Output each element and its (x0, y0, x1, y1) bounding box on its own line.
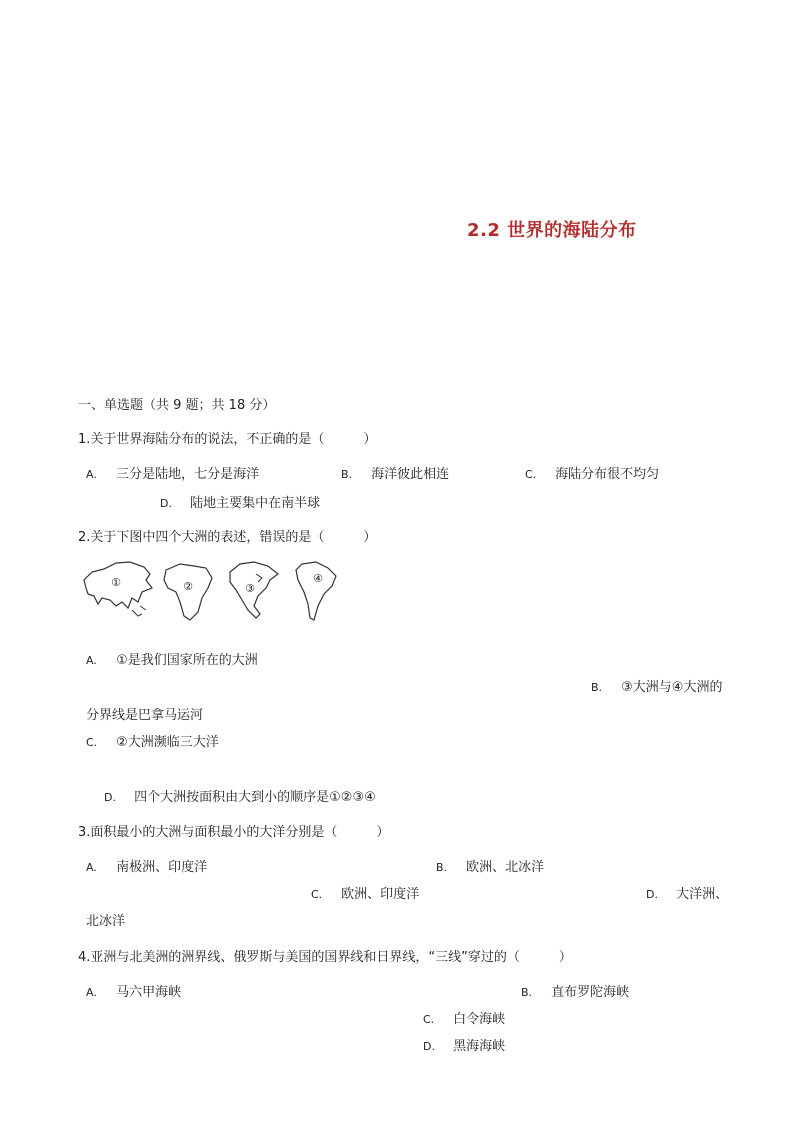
option-letter: C. (525, 468, 537, 481)
option-text: 海洋彼此相连 (371, 467, 450, 482)
map-label-2: ② (183, 580, 193, 593)
option-text: 陆地主要集中在南半球 (190, 496, 321, 511)
option-text: 黑海海峡 (453, 1039, 506, 1054)
section-heading: 一、单选题（共 9 题；共 18 分） (78, 398, 276, 413)
option-letter: A. (86, 654, 97, 667)
option-letter: D. (646, 888, 658, 901)
option-text: 欧洲、印度洋 (341, 887, 420, 902)
south-america-outline-map (296, 562, 336, 620)
option-letter: B. (341, 468, 353, 481)
q2-option-a[interactable] (86, 649, 258, 668)
asia-outline-map (84, 562, 152, 616)
q4-option-d[interactable] (423, 1035, 505, 1054)
q1-option-d[interactable] (160, 492, 320, 511)
map-label-4: ④ (313, 572, 323, 585)
q2-option-b-continued: 分界线是巴拿马运河 (86, 708, 204, 723)
option-letter: A. (86, 861, 97, 874)
q1-option-b[interactable] (341, 463, 449, 482)
option-text: 白令海峡 (453, 1012, 506, 1027)
option-letter: B. (521, 986, 533, 999)
option-text: ①是我们国家所在的大洲 (116, 653, 258, 668)
q2-option-d[interactable] (104, 786, 376, 805)
q4-option-c[interactable] (423, 1008, 505, 1027)
q2-option-c[interactable] (86, 731, 219, 750)
question-4-stem: 4.亚洲与北美洲的洲界线、俄罗斯与美国的国界线和日界线，“三线”穿过的（ ） (78, 950, 572, 965)
option-text: 欧洲、北冰洋 (466, 860, 545, 875)
option-letter: B. (436, 861, 448, 874)
question-1-stem: 1.关于世界海陆分布的说法，不正确的是（ ） (78, 432, 377, 447)
q1-option-a[interactable] (86, 463, 259, 482)
map-label-1: ① (111, 576, 121, 589)
option-text: 四个大洲按面积由大到小的顺序是①②③④ (134, 790, 376, 805)
q4-option-a[interactable] (86, 981, 181, 1000)
option-letter: C. (86, 736, 98, 749)
north-america-outline-map (230, 562, 278, 618)
q3-option-a[interactable] (86, 856, 207, 875)
option-text: 南极洲、印度洋 (116, 860, 208, 875)
page-title: 2.2 世界的海陆分布 (467, 220, 637, 241)
q3-option-c[interactable] (311, 883, 419, 902)
option-text: 大洋洲、 (676, 887, 729, 902)
option-letter: D. (423, 1040, 435, 1053)
option-text: 直布罗陀海峡 (551, 985, 630, 1000)
option-text: ②大洲濒临三大洋 (116, 735, 219, 750)
option-letter: C. (423, 1013, 435, 1026)
question-2-stem: 2.关于下图中四个大洲的表述，错误的是（ ） (78, 530, 377, 545)
question-3-stem: 3.面积最小的大洲与面积最小的大洋分别是（ ） (78, 825, 390, 840)
africa-outline-map (164, 564, 212, 620)
option-letter: C. (311, 888, 323, 901)
option-letter: D. (160, 497, 172, 510)
q3-option-b[interactable] (436, 856, 544, 875)
q2-option-b[interactable] (591, 676, 722, 695)
option-letter: B. (591, 681, 603, 694)
option-letter: A. (86, 468, 97, 481)
map-label-3: ③ (245, 582, 255, 595)
q4-option-b[interactable] (521, 981, 629, 1000)
option-text: 三分是陆地，七分是海洋 (116, 467, 260, 482)
continent-maps-figure (80, 558, 355, 626)
q3-option-d-continued: 北冰洋 (86, 914, 126, 929)
option-text: 马六甲海峡 (116, 985, 182, 1000)
option-text: 海陆分布很不均匀 (555, 467, 660, 482)
option-text: ③大洲与④大洲的 (621, 680, 723, 695)
option-letter: A. (86, 986, 97, 999)
option-letter: D. (104, 791, 116, 804)
q3-option-d[interactable] (646, 883, 728, 902)
q1-option-c[interactable] (525, 463, 659, 482)
